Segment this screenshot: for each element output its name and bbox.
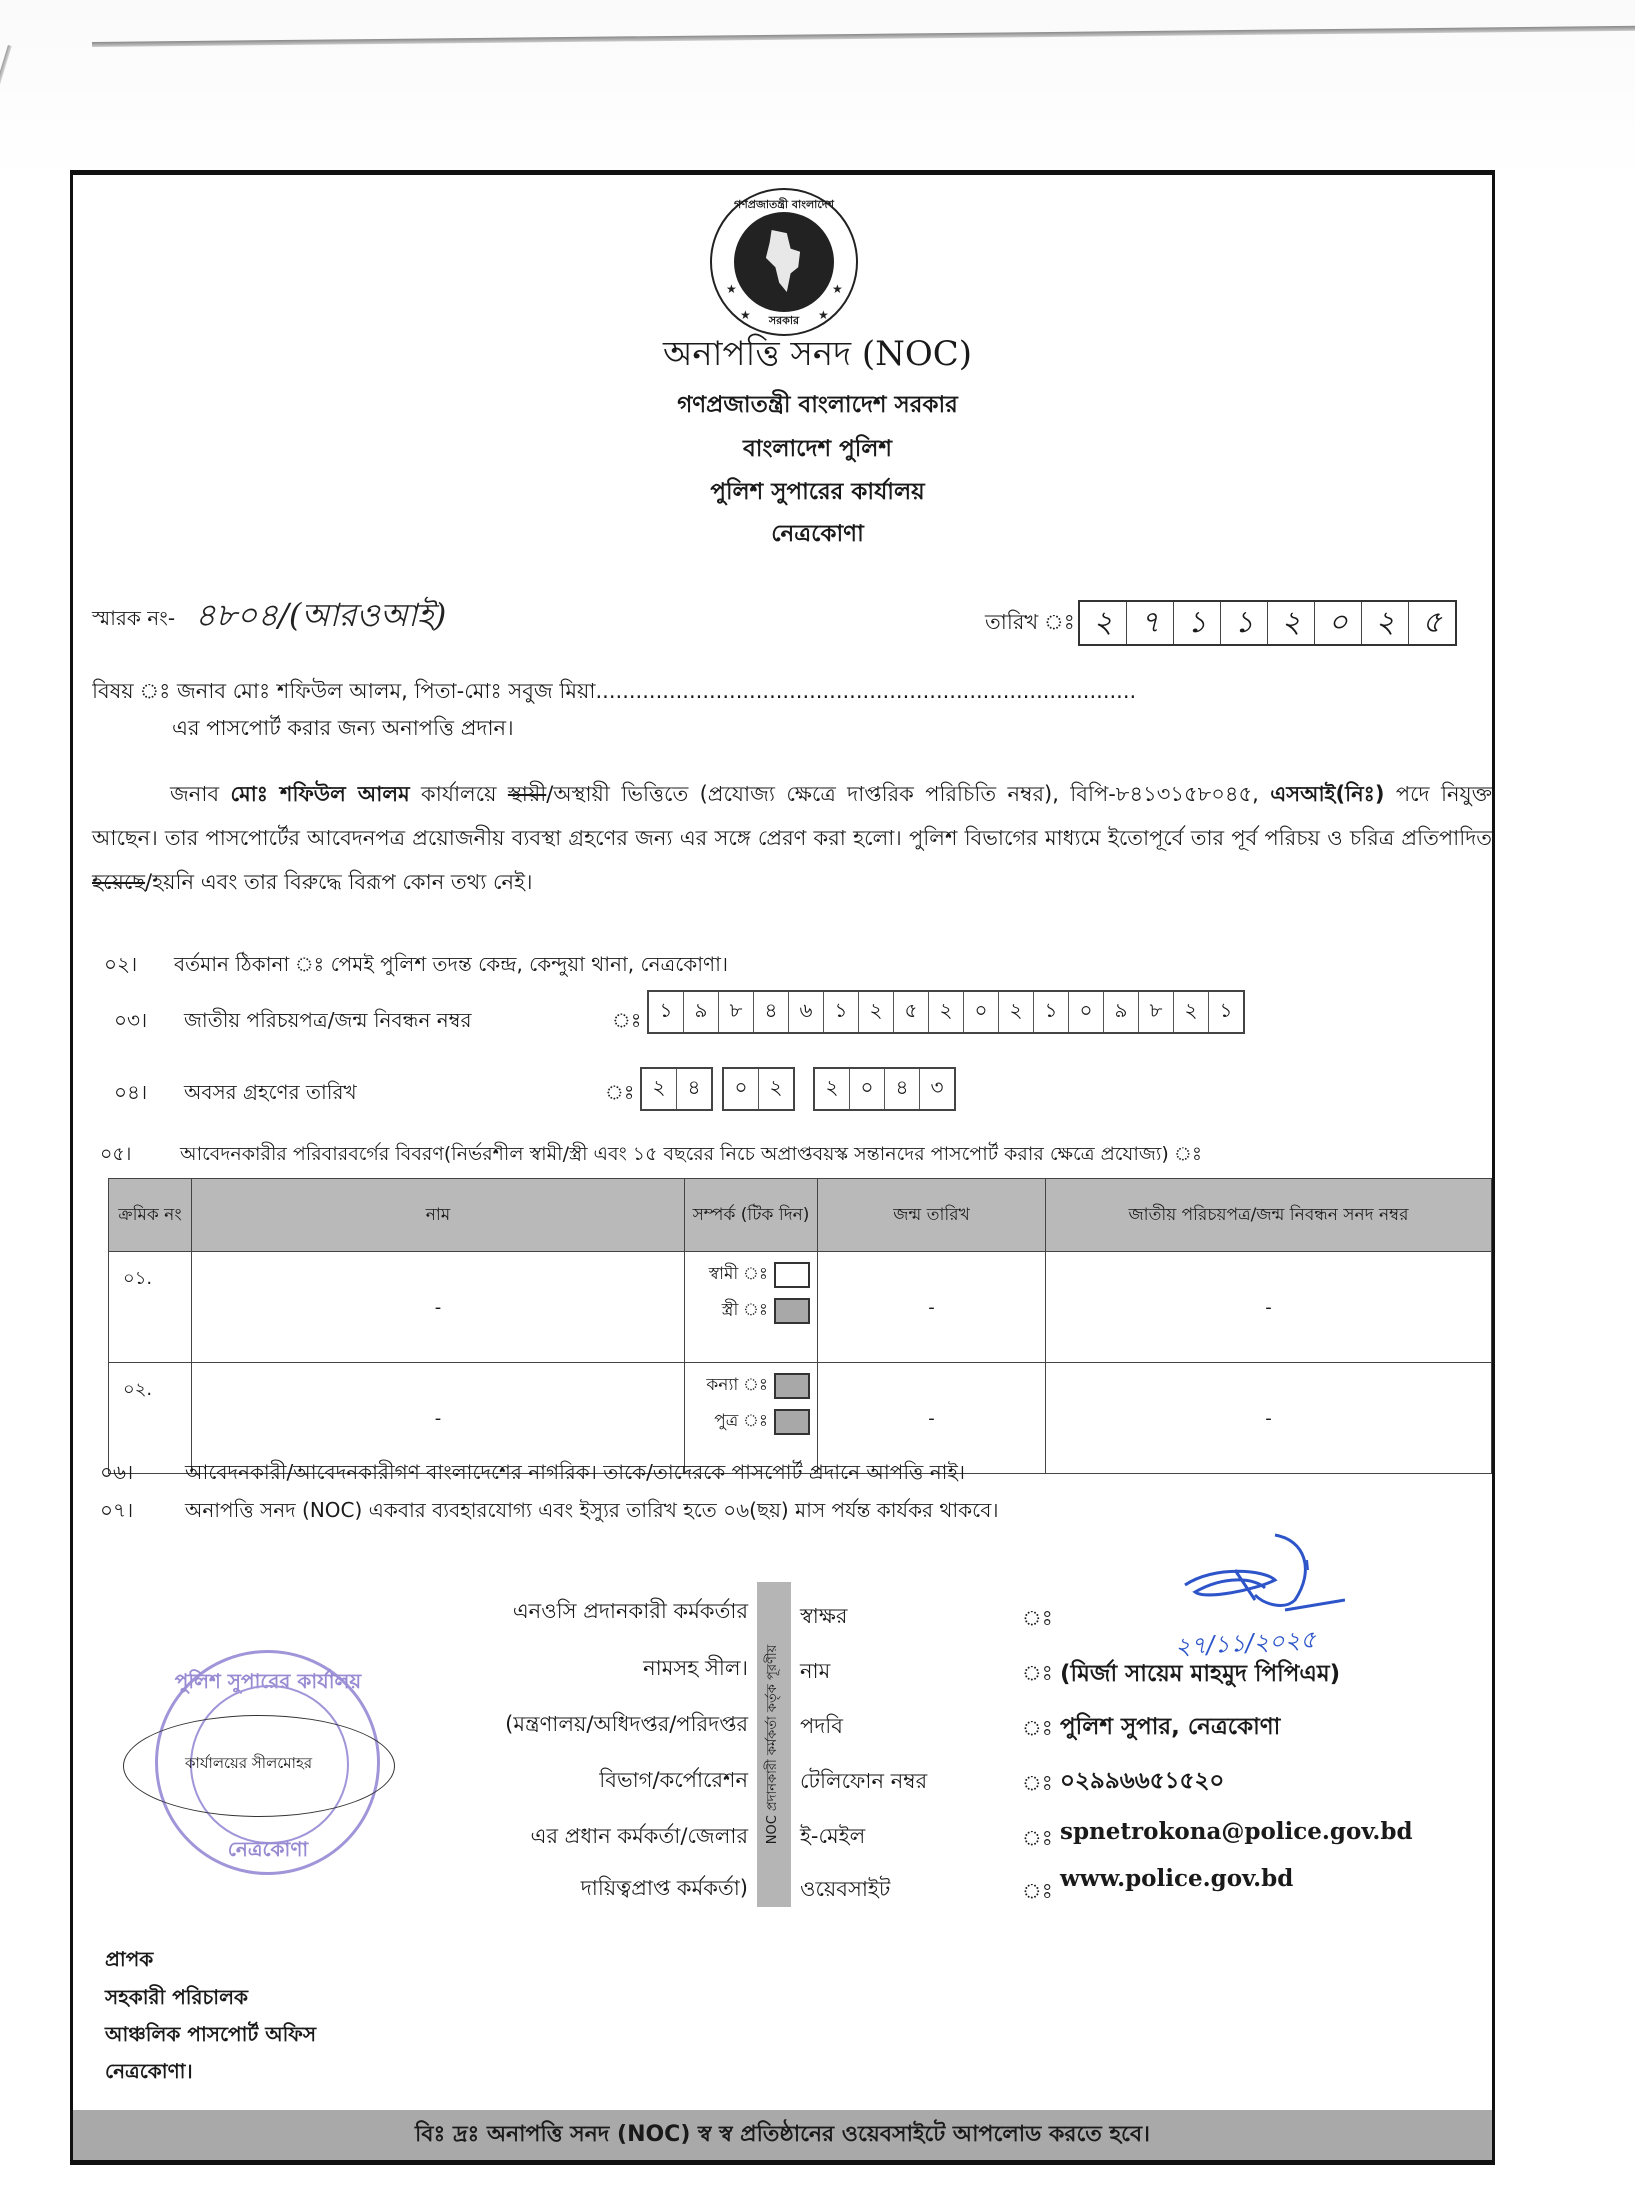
struck-option: হয়েছে (92, 870, 146, 894)
relation-option-wife[interactable] (722, 1297, 810, 1325)
subject-line-2: এর পাসপোর্ট করার জন্য অনাপত্তি প্রদান। (172, 716, 514, 740)
footer-note-text: বিঃ দ্রঃ অনাপত্তি সনদ (NOC) স্ব স্ব প্রতিষ্ঠানের ওয়েবসাইটে আপলোড করতে হবে। (415, 2121, 1150, 2147)
handwritten-signature (1155, 1530, 1345, 1630)
family-table (108, 1178, 1492, 1474)
date-digit: ৭ (1126, 602, 1173, 644)
field-label-name: নাম (800, 1659, 831, 1683)
column-header-serial: ক্রমিক নং (109, 1179, 192, 1252)
date-digit: ২ (1267, 602, 1314, 644)
band-text: NOC প্রদানকারী কর্মকর্তা কর্তৃক পূরণীয় (765, 1644, 781, 1845)
field-colon: ঃ (1022, 1661, 1053, 1685)
nid-digit: ২ (858, 992, 893, 1032)
nid-digit: ৯ (683, 992, 718, 1032)
vertical-band-label (757, 1582, 791, 1907)
relation-label: স্বামী ঃ (708, 1264, 768, 1284)
officer-phone: ০২৯৯৬৬৫১৫২০ (1060, 1768, 1225, 1794)
nid-digit: ১ (659, 997, 673, 1022)
nid-digit: ২ (998, 992, 1033, 1032)
nid-digit: ২ (928, 992, 963, 1032)
date-digit: ১ (1220, 602, 1267, 644)
officer-designation: পুলিশ সুপার, নেত্রকোণা (1060, 1714, 1281, 1740)
relation-option-daughter[interactable] (706, 1372, 810, 1400)
field-colon: ঃ (1022, 1879, 1053, 1903)
column-header-name: নাম (192, 1179, 685, 1252)
checkbox[interactable] (774, 1298, 810, 1324)
government-name: গণপ্রজাতন্ত্রী বাংলাদেশ সরকার (677, 392, 958, 418)
star-icon: ★ (740, 308, 751, 322)
retirement-year-boxes (813, 1067, 956, 1111)
retirement-digit: ৪ (884, 1069, 919, 1109)
field-label-designation: পদবি (800, 1714, 843, 1738)
table-row (109, 1363, 1492, 1474)
seal-top-text: পুলিশ সুপারের কার্যালয় (174, 1669, 362, 1693)
retirement-label: অবসর গ্রহণের তারিখ (184, 1080, 357, 1104)
footer-note (73, 2110, 1492, 2160)
star-icon: ★ (818, 308, 829, 322)
item-number: ০৭। (100, 1498, 134, 1522)
item-number: ০৬। (100, 1460, 134, 1484)
recipient-line: আঞ্চলিক পাসপোর্ট অফিস (105, 2022, 317, 2046)
family-details-label: আবেদনকারীর পরিবারবর্গের বিবরণ(নির্ভরশীল স্বামী/স্ত্রী এবং ১৫ বছরের নিচে অপ্রাপ্তবয়স্ক সন্তানদের পাসপোর্ট করার ক্ষেত্রে প্রযোজ্য) ঃ (180, 1143, 1202, 1165)
nid-digit: ৪ (753, 992, 788, 1032)
item-number: ০৪। (114, 1080, 148, 1104)
nid-colon: ঃ (612, 1008, 642, 1032)
officer-description-line: নামসহ সীল। (643, 1656, 748, 1680)
nid-digit: ৮ (718, 992, 753, 1032)
officer-description-line: এর প্রধান কর্মকর্তা/জেলার (530, 1824, 748, 1848)
scan-background (0, 0, 1635, 180)
retirement-digit: ২ (758, 1069, 793, 1109)
applicant-name: মোঃ শফিউল আলম (230, 782, 410, 806)
retirement-month-boxes (722, 1067, 795, 1111)
row-name: - (192, 1252, 685, 1363)
date-digit: ২ (1361, 602, 1408, 644)
nid-digit: ৮ (1138, 992, 1173, 1032)
row-dob: - (818, 1363, 1046, 1474)
nid-digit: ০ (1068, 992, 1103, 1032)
row-relation (685, 1363, 818, 1474)
table-row (109, 1252, 1492, 1363)
bangladesh-map-icon (764, 230, 802, 292)
item-03 (114, 1006, 471, 1039)
seal-bottom-text: নেত্রকোণা (227, 1837, 309, 1861)
relation-option-son[interactable] (714, 1408, 810, 1436)
date-digit: ০ (1314, 602, 1361, 644)
officer-website[interactable]: www.police.gov.bd (1060, 1865, 1294, 1892)
date-label: তারিখ ঃ (985, 610, 1075, 634)
body-text: /হয়নি এবং তার বিরুদ্ধে বিরূপ কোন তথ্য নেই। (145, 870, 533, 894)
date-digit: ৫ (1408, 602, 1455, 644)
officer-name: (মির্জা সায়েম মাহমুদ পিপিএম) (1060, 1661, 1341, 1687)
checkbox[interactable] (774, 1262, 810, 1288)
struck-option: স্থায়ী (507, 782, 547, 806)
body-paragraph (92, 772, 1492, 904)
nid-label: জাতীয় পরিচয়পত্র/জন্ম নিবন্ধন নম্বর (184, 1008, 472, 1032)
officer-description-line: (মন্ত্রণালয়/অধিদপ্তর/পরিদপ্তর (505, 1712, 748, 1736)
item-02 (104, 950, 728, 983)
nid-digit: ০ (963, 992, 998, 1032)
citizenship-statement: আবেদনকারী/আবেদনকারীগণ বাংলাদেশের নাগরিক। তাকে/তাদেরকে পাসপোর্ট প্রদানে আপত্তি নাই। (185, 1460, 966, 1484)
retirement-digit: ০ (734, 1074, 748, 1099)
field-label-phone: টেলিফোন নম্বর (800, 1769, 928, 1793)
nid-digit: ১ (823, 992, 858, 1032)
item-number: ০৫। (100, 1143, 132, 1165)
officer-description-line: এনওসি প্রদানকারী কর্মকর্তার (512, 1599, 748, 1623)
item-04 (114, 1078, 357, 1111)
body-text: কার্যালয়ে (409, 782, 508, 806)
nid-number-boxes (647, 990, 1245, 1034)
row-dob: - (818, 1252, 1046, 1363)
item-05 (100, 1140, 1202, 1172)
date-boxes (1078, 600, 1457, 646)
date-digit: ১ (1173, 602, 1220, 644)
item-07 (100, 1496, 998, 1529)
field-colon: ঃ (1022, 1716, 1053, 1740)
subject-line: বিষয় ঃ জনাব মোঃ শফিউল আলম, পিতা-মোঃ সবুজ মিয়া................................................................................. (92, 679, 1137, 703)
row-serial: ০১. (109, 1252, 192, 1363)
applicant-rank: এসআই(নিঃ) (1270, 782, 1385, 806)
retirement-day-boxes (640, 1067, 713, 1111)
present-address: বর্তমান ঠিকানা ঃ পেমই পুলিশ তদন্ত কেন্দ্র, কেন্দুয়া থানা, নেত্রকোণা। (174, 952, 729, 976)
table-header-row (109, 1179, 1492, 1252)
officer-description-line: বিভাগ/কর্পোরেশন (599, 1768, 748, 1792)
relation-label: কন্যা ঃ (706, 1375, 768, 1395)
recipient-line: সহকারী পরিচালক (105, 1985, 248, 2009)
row-nid: - (1046, 1363, 1492, 1474)
field-colon: ঃ (1022, 1606, 1053, 1630)
validity-statement: অনাপত্তি সনদ (NOC) একবার ব্যবহারযোগ্য এবং ইস্যুর তারিখ হতে ০৬(ছয়) মাস পর্যন্ত কার্যকর থাকবে। (185, 1498, 999, 1522)
relation-option-husband[interactable] (709, 1261, 810, 1289)
nid-digit: ৬ (788, 992, 823, 1032)
field-colon: ঃ (1022, 1771, 1053, 1795)
column-header-nid: জাতীয় পরিচয়পত্র/জন্ম নিবন্ধন সনদ নম্বর (1046, 1179, 1492, 1252)
column-header-relation: সম্পর্ক (টিক দিন) (685, 1179, 818, 1252)
body-text: পদে নিযুক্ত আছেন। তার পাসপোর্টের আবেদনপত্র প্রয়োজনীয় ব্যবস্থা গ্রহণের জন্য এর সঙ্গে প্রেরণ করা হলো। পুলিশ বিভাগের মাধ্যমে ইতোপূর্বে তার পূর্ব পরিচয় ও চরিত্র প্রতিপাদিত (92, 782, 1492, 850)
body-text: জনাব (170, 782, 231, 806)
date-digit: ২ (1093, 604, 1113, 640)
nid-digit: ৯ (1103, 992, 1138, 1032)
emblem-top-text: গণপ্রজাতন্ত্রী বাংলাদেশ (733, 198, 835, 211)
field-label-email: ই-মেইল (800, 1824, 866, 1848)
relation-label: স্ত্রী ঃ (721, 1300, 768, 1320)
retirement-digit: ৩ (919, 1069, 954, 1109)
checkbox[interactable] (774, 1409, 810, 1435)
signature-date: ২৭/১১/২০২৫ (1174, 1625, 1317, 1661)
item-number: ০২। (104, 952, 138, 976)
row-nid: - (1046, 1252, 1492, 1363)
retirement-digit: ৪ (676, 1069, 711, 1109)
seal-placeholder-label: কার্যালয়ের সীলমোহর (185, 1754, 313, 1772)
checkbox[interactable] (774, 1373, 810, 1399)
emblem-bottom-text: সরকার (768, 314, 800, 327)
field-label-website: ওয়েবসাইট (800, 1877, 891, 1901)
emblem-disc (734, 212, 834, 312)
nid-digit: ৫ (893, 992, 928, 1032)
relation-label: পুত্র ঃ (714, 1411, 768, 1431)
office-name: পুলিশ সুপারের কার্যালয় (710, 479, 925, 505)
star-icon: ★ (726, 282, 737, 296)
retirement-digit: ২ (652, 1074, 666, 1099)
field-label-signature: স্বাক্ষর (800, 1604, 848, 1628)
nid-digit: ১ (1208, 992, 1243, 1032)
department-name: বাংলাদেশ পুলিশ (742, 436, 893, 462)
officer-email[interactable]: spnetrokona@police.gov.bd (1060, 1818, 1413, 1845)
recipient-line: নেত্রকোণা। (105, 2059, 193, 2083)
item-number: ০৩। (114, 1008, 148, 1032)
nid-digit: ১ (1033, 992, 1068, 1032)
retirement-colon: ঃ (605, 1080, 635, 1104)
retirement-digit: ২ (825, 1074, 839, 1099)
memo-label: স্মারক নং- (92, 606, 176, 630)
district-name: নেত্রকোণা (771, 521, 864, 547)
officer-description-line: দায়িত্বপ্রাপ্ত কর্মকর্তা) (580, 1876, 748, 1900)
row-name: - (192, 1363, 685, 1474)
recipient-line: প্রাপক (105, 1947, 154, 1971)
row-serial: ০২. (109, 1363, 192, 1474)
column-header-dob: জন্ম তারিখ (818, 1179, 1046, 1252)
body-text: /অস্থায়ী ভিত্তিতে (প্রযোজ্য ক্ষেত্রে দাপ্তরিক পরিচিতি নম্বর), বিপি-৮৪১৩১৫৮০৪৫, (546, 782, 1271, 806)
retirement-digit: ০ (849, 1069, 884, 1109)
star-icon: ★ (832, 282, 843, 296)
government-emblem-icon (710, 188, 858, 336)
document-title: অনাপত্তি সনদ (NOC) (662, 334, 973, 374)
nid-digit: ২ (1173, 992, 1208, 1032)
field-colon: ঃ (1022, 1826, 1053, 1850)
item-06 (100, 1458, 965, 1491)
memo-number: ৪৮০৪/(আরওআই) (195, 596, 447, 634)
row-relation (685, 1252, 818, 1363)
